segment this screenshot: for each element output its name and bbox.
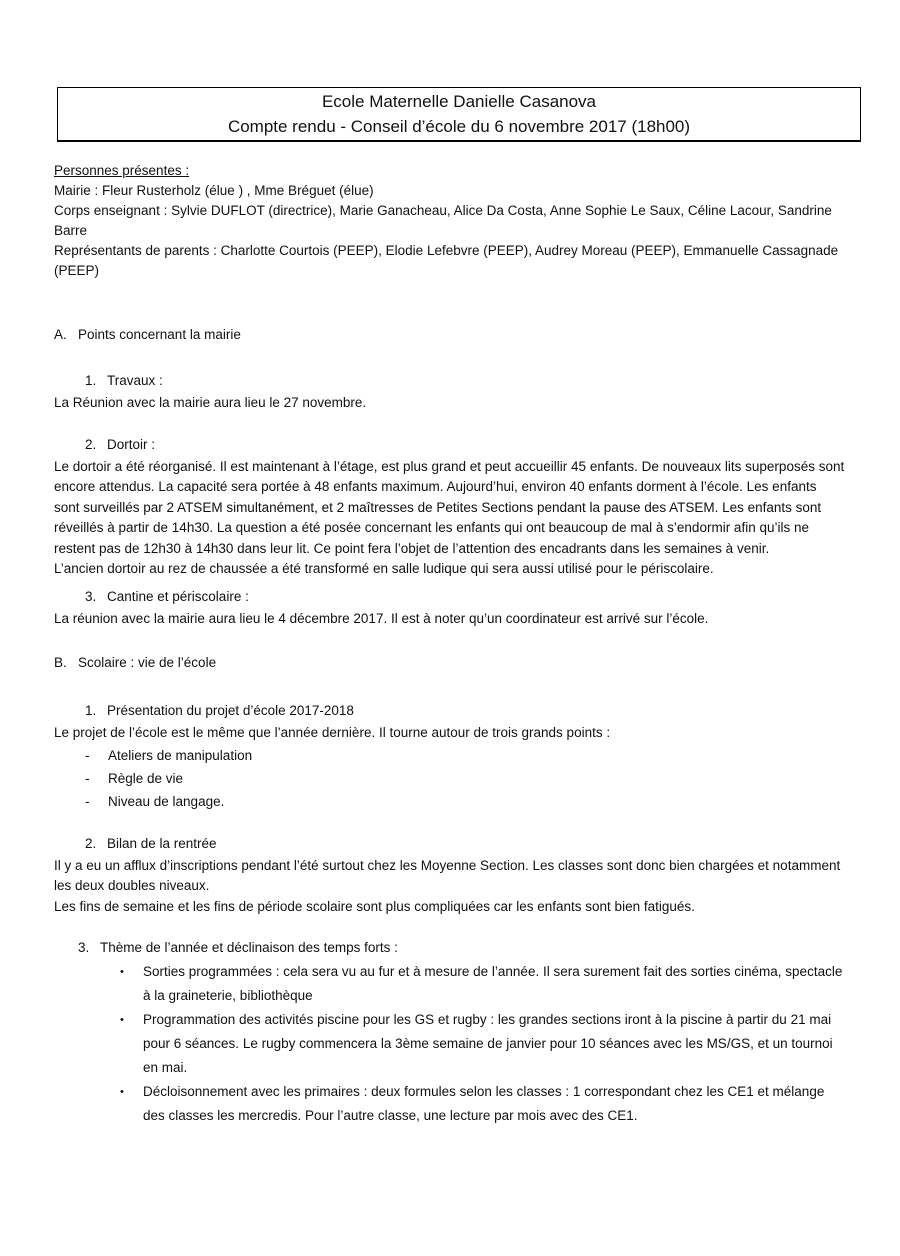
item-dortoir-number: 2. bbox=[85, 436, 97, 452]
report-title: Compte rendu - Conseil d’école du 6 novembre 2017 (18h00) bbox=[227, 117, 691, 136]
list-item bbox=[120, 1080, 845, 1128]
item-dortoir-title: Dortoir : bbox=[107, 436, 156, 452]
travaux-paragraph: La Réunion avec la mairie aura lieu le 27 novembre. bbox=[54, 395, 367, 410]
list-item bbox=[120, 960, 845, 1008]
bilan-paragraph-1: Il y a eu un afflux d’inscriptions pendant l’été surtout chez les Moyenne Section. Les classes sont donc bien chargées et notamment les deux doubles niveaux. bbox=[54, 857, 841, 893]
item-travaux-number: 1. bbox=[85, 373, 97, 388]
list-item bbox=[85, 744, 845, 767]
item-bilan-number: 2. bbox=[85, 835, 97, 851]
bilan-paragraph-2: Les fins de semaine et les fins de période scolaire sont plus compliquées car les enfants sont bien fatigués. bbox=[54, 898, 695, 914]
temps-forts-list bbox=[54, 960, 845, 1128]
bullet-marker: • bbox=[120, 1014, 124, 1026]
dash-marker: - bbox=[85, 770, 90, 786]
item-projet-heading bbox=[85, 701, 845, 721]
attendees-heading: Personnes présentes : bbox=[54, 163, 190, 178]
dash-marker: - bbox=[85, 793, 90, 809]
temps-forts-item-1: Sorties programmées : cela sera vu au fur et à mesure de l’année. Il sera surement fait des sorties cinéma, spectacle à la graineterie, bibliothèque bbox=[143, 964, 843, 1003]
item-dortoir-heading bbox=[85, 435, 845, 455]
item-theme-title: Thème de l’année et déclinaison des temps forts : bbox=[100, 940, 398, 955]
section-b-heading bbox=[54, 653, 845, 673]
projet-points-list bbox=[54, 744, 845, 813]
attendees-parents: Représentants de parents : Charlotte Courtois (PEEP), Elodie Lefebvre (PEEP), Audrey Moreau (PEEP), Emmanuelle Cassagnade (PEEP) bbox=[54, 243, 839, 278]
projet-point-2: Règle de vie bbox=[108, 770, 184, 786]
item-bilan-heading bbox=[85, 834, 845, 854]
cantine-paragraph: La réunion avec la mairie aura lieu le 4 décembre 2017. Il est à noter qu’un coordinateur est arrivé sur l’école. bbox=[54, 610, 709, 626]
school-name: Ecole Maternelle Danielle Casanova bbox=[321, 92, 597, 111]
item-theme-heading bbox=[78, 938, 845, 958]
bullet-marker: • bbox=[120, 966, 124, 978]
projet-paragraph: Le projet de l’école est le même que l’année dernière. Il tourne autour de trois grands points : bbox=[54, 725, 611, 740]
attendees-enseignants: Corps enseignant : Sylvie DUFLOT (directrice), Marie Ganacheau, Alice Da Costa, Anne Sophie Le Saux, Céline Lacour, Sandrine Barre bbox=[54, 203, 832, 238]
document-title-box bbox=[57, 87, 861, 142]
projet-point-1: Ateliers de manipulation bbox=[108, 747, 253, 763]
item-cantine-number: 3. bbox=[85, 588, 97, 604]
section-b-label: B. bbox=[54, 655, 67, 670]
projet-point-3: Niveau de langage. bbox=[108, 793, 225, 809]
section-a-label: A. bbox=[54, 327, 67, 342]
bullet-marker: • bbox=[120, 1086, 124, 1098]
temps-forts-item-3: Décloisonnement avec les primaires : deux formules selon les classes : 1 correspondant chez les CE1 et mélange des classes les mercredis. Pour l’autre classe, une lecture par mois avec des CE1. bbox=[143, 1084, 825, 1123]
list-item bbox=[85, 790, 845, 813]
attendees-mairie: Mairie : Fleur Rusterholz (élue ) , Mme Bréguet (élue) bbox=[54, 183, 374, 198]
item-bilan-title: Bilan de la rentrée bbox=[107, 835, 217, 851]
dortoir-paragraph-2: L’ancien dortoir au rez de chaussée a été transformé en salle ludique qui sera aussi utilisé pour le périscolaire. bbox=[54, 561, 714, 576]
section-a-heading bbox=[54, 325, 845, 345]
list-item bbox=[120, 1008, 845, 1080]
item-projet-number: 1. bbox=[85, 703, 97, 718]
item-travaux-heading bbox=[85, 371, 845, 391]
attendees-block bbox=[54, 161, 845, 281]
item-theme-number: 3. bbox=[78, 940, 90, 955]
list-item bbox=[85, 767, 845, 790]
temps-forts-item-2: Programmation des activités piscine pour les GS et rugby : les grandes sections iront à la piscine à partir du 21 mai pour 6 séances. Le rugby commencera la 3ème semaine de janvier pour 10 séances avec les MS/GS, et un tournoi en mai. bbox=[143, 1012, 833, 1075]
section-b-title: Scolaire : vie de l’école bbox=[78, 655, 217, 670]
item-projet-title: Présentation du projet d’école 2017-2018 bbox=[107, 703, 354, 718]
item-cantine-heading bbox=[85, 587, 845, 607]
dortoir-paragraph-1: Le dortoir a été réorganisé. Il est maintenant à l’étage, est plus grand et peut accueillir 45 enfants. De nouveaux lits superposés sont encore attendus. La capacité sera portée à 48 enfants maximum. Aujourd’hui, environ 40 enfants dorment à l’école. Les enfants sont surveillés par 2 ATSEM simultanément, et 2 maîtresses de Petites Sections pendant la pause des ATSEM. Les enfants sont réveillés à partir de 14h30. La question a été posée concernant les enfants qui ont beaucoup de mal à s’endormir afin qu’ils ne restent pas de 12h30 à 14h30 dans leur lit. Ce point fera l’objet de l’attention des encadrants dans les semaines à venir. bbox=[54, 458, 845, 556]
section-a-title: Points concernant la mairie bbox=[78, 327, 241, 342]
item-travaux-title: Travaux : bbox=[107, 373, 163, 388]
dash-marker: - bbox=[85, 747, 90, 763]
item-cantine-title: Cantine et périscolaire : bbox=[107, 588, 249, 604]
